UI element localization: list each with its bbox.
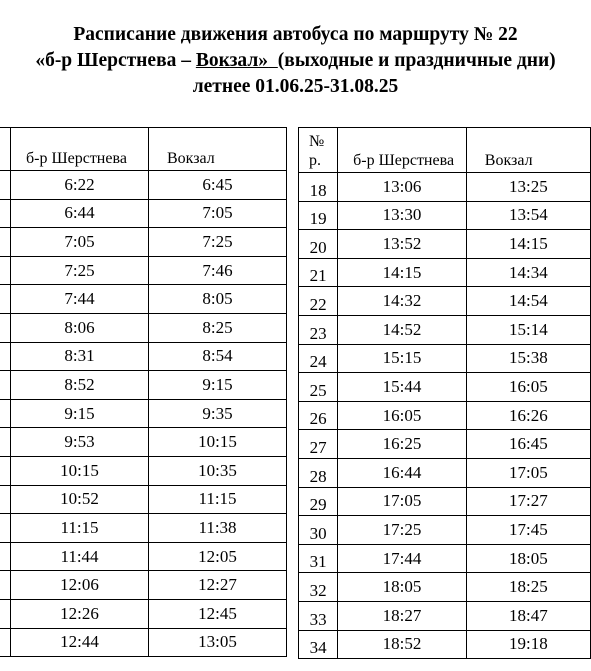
column-header-from: б-р Шерстнева xyxy=(338,128,467,173)
arrival-time-cell: 13:05 xyxy=(149,628,287,657)
arrival-time-cell: 7:46 xyxy=(149,256,287,285)
arrival-time-cell: 6:45 xyxy=(149,171,287,200)
trip-number-cell: 23 xyxy=(299,315,338,344)
trip-number-cell: 20 xyxy=(299,230,338,259)
title-station-name: Вокзал» xyxy=(195,50,269,71)
departure-time-cell: 16:05 xyxy=(338,401,467,430)
departure-time-cell: 18:05 xyxy=(338,573,467,602)
trip-number-cell xyxy=(0,171,11,200)
trip-number-cell xyxy=(0,285,11,314)
arrival-time-cell: 15:38 xyxy=(466,344,590,373)
arrival-time-cell: 12:27 xyxy=(149,571,287,600)
table-row xyxy=(299,201,591,230)
trip-number-cell: 29 xyxy=(299,487,338,516)
departure-time-cell: 12:44 xyxy=(11,628,149,657)
departure-time-cell: 12:26 xyxy=(11,599,149,628)
arrival-time-cell: 8:25 xyxy=(149,313,287,342)
trip-number-cell xyxy=(0,428,11,457)
table-row xyxy=(0,542,287,571)
trip-number-cell: 25 xyxy=(299,373,338,402)
trip-number-cell: 28 xyxy=(299,458,338,487)
table-row xyxy=(0,342,287,371)
trip-number-cell xyxy=(0,485,11,514)
arrival-time-cell: 14:54 xyxy=(466,287,590,316)
arrival-time-cell: 8:05 xyxy=(149,285,287,314)
departure-time-cell: 16:44 xyxy=(338,458,467,487)
table-row xyxy=(299,516,591,545)
trip-number-cell xyxy=(0,199,11,228)
arrival-time-cell: 14:15 xyxy=(466,230,590,259)
departure-time-cell: 15:15 xyxy=(338,344,467,373)
departure-time-cell: 17:05 xyxy=(338,487,467,516)
trip-number-cell: 18 xyxy=(299,173,338,202)
trip-number-cell: 31 xyxy=(299,544,338,573)
trip-number-cell xyxy=(0,371,11,400)
trip-number-cell xyxy=(0,456,11,485)
arrival-time-cell: 15:14 xyxy=(466,315,590,344)
table-row xyxy=(299,173,591,202)
departure-time-cell: 9:15 xyxy=(11,399,149,428)
trip-number-cell xyxy=(0,628,11,657)
table-header-row xyxy=(0,128,287,171)
table-row xyxy=(0,485,287,514)
departure-time-cell: 8:06 xyxy=(11,313,149,342)
arrival-time-cell: 17:45 xyxy=(466,516,590,545)
table-row xyxy=(0,628,287,657)
table-row xyxy=(0,313,287,342)
table-row xyxy=(299,373,591,402)
departure-time-cell: 16:25 xyxy=(338,430,467,459)
arrival-time-cell: 17:05 xyxy=(466,458,590,487)
title-gap xyxy=(268,50,278,71)
departure-time-cell: 18:27 xyxy=(338,601,467,630)
departure-time-cell: 6:22 xyxy=(11,171,149,200)
trip-number-cell xyxy=(0,599,11,628)
table-row xyxy=(0,599,287,628)
schedule-table-right xyxy=(298,127,591,659)
trip-number-cell xyxy=(0,256,11,285)
table-row xyxy=(299,230,591,259)
trip-number-cell: 27 xyxy=(299,430,338,459)
column-header-to: Вокзал xyxy=(466,128,590,173)
table-row xyxy=(0,456,287,485)
table-row xyxy=(299,258,591,287)
trip-number-header xyxy=(299,128,338,173)
table-row xyxy=(299,573,591,602)
departure-time-cell: 13:30 xyxy=(338,201,467,230)
arrival-time-cell: 19:18 xyxy=(466,630,590,659)
trip-number-header-line2: р. xyxy=(309,152,321,169)
trip-number-cell: 30 xyxy=(299,516,338,545)
table-row xyxy=(0,199,287,228)
table-row xyxy=(299,315,591,344)
table-row xyxy=(0,285,287,314)
table-row xyxy=(0,571,287,600)
trip-number-cell: 33 xyxy=(299,601,338,630)
arrival-time-cell: 18:47 xyxy=(466,601,590,630)
schedule-title xyxy=(0,22,591,100)
title-line-direction xyxy=(0,48,591,74)
trip-number-cell: 32 xyxy=(299,573,338,602)
departure-time-cell: 17:25 xyxy=(338,516,467,545)
trip-number-cell: 22 xyxy=(299,287,338,316)
arrival-time-cell: 14:34 xyxy=(466,258,590,287)
departure-time-cell: 17:44 xyxy=(338,544,467,573)
arrival-time-cell: 12:45 xyxy=(149,599,287,628)
table-row xyxy=(0,399,287,428)
arrival-time-cell: 17:27 xyxy=(466,487,590,516)
arrival-time-cell: 16:26 xyxy=(466,401,590,430)
departure-time-cell: 8:31 xyxy=(11,342,149,371)
arrival-time-cell: 12:05 xyxy=(149,542,287,571)
arrival-time-cell: 11:38 xyxy=(149,514,287,543)
departure-time-cell: 9:53 xyxy=(11,428,149,457)
departure-time-cell: 14:15 xyxy=(338,258,467,287)
departure-time-cell: 7:05 xyxy=(11,228,149,257)
departure-time-cell: 12:06 xyxy=(11,571,149,600)
departure-time-cell: 18:52 xyxy=(338,630,467,659)
trip-number-cell xyxy=(0,342,11,371)
table-row xyxy=(299,430,591,459)
trip-number-cell xyxy=(0,228,11,257)
arrival-time-cell: 13:25 xyxy=(466,173,590,202)
table-row xyxy=(0,256,287,285)
trip-number-cell xyxy=(0,313,11,342)
trip-number-cell xyxy=(0,571,11,600)
trip-number-cell xyxy=(0,399,11,428)
arrival-time-cell: 7:05 xyxy=(149,199,287,228)
table-row xyxy=(299,401,591,430)
trip-number-cell: 34 xyxy=(299,630,338,659)
table-row xyxy=(299,344,591,373)
table-row xyxy=(299,458,591,487)
departure-time-cell: 6:44 xyxy=(11,199,149,228)
trip-number-cell: 19 xyxy=(299,201,338,230)
table-row xyxy=(299,601,591,630)
departure-time-cell: 13:52 xyxy=(338,230,467,259)
table-row xyxy=(299,630,591,659)
departure-time-cell: 11:15 xyxy=(11,514,149,543)
arrival-time-cell: 7:25 xyxy=(149,228,287,257)
trip-number-header-line1: № xyxy=(309,133,325,150)
title-line-season: летнее 01.06.25-31.08.25 xyxy=(192,76,399,97)
departure-time-cell: 15:44 xyxy=(338,373,467,402)
departure-time-cell: 11:44 xyxy=(11,542,149,571)
departure-time-cell: 10:52 xyxy=(11,485,149,514)
arrival-time-cell: 16:05 xyxy=(466,373,590,402)
trip-number-cell xyxy=(0,514,11,543)
departure-time-cell: 13:06 xyxy=(338,173,467,202)
arrival-time-cell: 13:54 xyxy=(466,201,590,230)
departure-time-cell: 14:32 xyxy=(338,287,467,316)
arrival-time-cell: 11:15 xyxy=(149,485,287,514)
schedule-table-left xyxy=(0,127,287,657)
arrival-time-cell: 9:15 xyxy=(149,371,287,400)
arrival-time-cell: 8:54 xyxy=(149,342,287,371)
table-row xyxy=(299,287,591,316)
table-row xyxy=(299,487,591,516)
trip-number-header-stub xyxy=(0,128,11,171)
arrival-time-cell: 9:35 xyxy=(149,399,287,428)
table-row xyxy=(299,544,591,573)
departure-time-cell: 7:44 xyxy=(11,285,149,314)
trip-number-cell xyxy=(0,542,11,571)
column-header-from: б-р Шерстнева xyxy=(11,128,149,171)
trip-number-cell: 21 xyxy=(299,258,338,287)
title-direction-start: «б-р Шерстнева – xyxy=(35,50,196,71)
departure-time-cell: 8:52 xyxy=(11,371,149,400)
title-days-note: (выходные и праздничные дни) xyxy=(277,50,556,71)
trip-number-cell: 24 xyxy=(299,344,338,373)
departure-time-cell: 10:15 xyxy=(11,456,149,485)
table-row xyxy=(0,228,287,257)
title-line-route: Расписание движения автобуса по маршруту № 22 xyxy=(73,24,518,45)
arrival-time-cell: 10:15 xyxy=(149,428,287,457)
arrival-time-cell: 18:25 xyxy=(466,573,590,602)
table-row xyxy=(0,371,287,400)
trip-number-cell: 26 xyxy=(299,401,338,430)
arrival-time-cell: 10:35 xyxy=(149,456,287,485)
table-row xyxy=(0,171,287,200)
departure-time-cell: 7:25 xyxy=(11,256,149,285)
arrival-time-cell: 16:45 xyxy=(466,430,590,459)
table-row xyxy=(0,428,287,457)
departure-time-cell: 14:52 xyxy=(338,315,467,344)
table-row xyxy=(0,514,287,543)
table-header-row xyxy=(299,128,591,173)
arrival-time-cell: 18:05 xyxy=(466,544,590,573)
column-header-to: Вокзал xyxy=(149,128,287,171)
